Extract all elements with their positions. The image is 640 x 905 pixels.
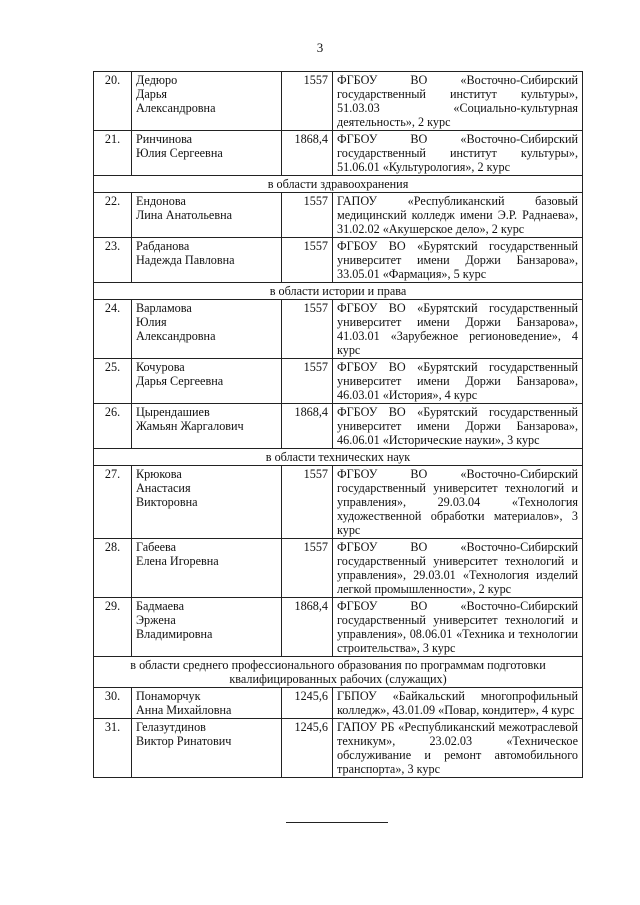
table-row (94, 238, 583, 283)
row-number: 27. (94, 466, 132, 539)
name-line: Эржена (136, 613, 176, 627)
institution-program: ФГБОУ ВО «Восточно-Сибирский государственный университет технологий и управления», 29.03.01 «Технология изделий легкой промышленности», 2 курс (333, 539, 583, 598)
name-line: Анна Михайловна (136, 703, 232, 717)
name-line: Ендонова (136, 194, 186, 208)
name-line: Бадмаева (136, 599, 185, 613)
name-line: Цырендашиев (136, 405, 210, 419)
footer-rule (286, 822, 388, 823)
row-number: 26. (94, 404, 132, 449)
table-row (94, 72, 583, 131)
row-number: 20. (94, 72, 132, 131)
institution-program: ФГБОУ ВО «Восточно-Сибирский государственный университет технологий и управления», 08.06.01 «Техника и технологии строительства», 3 курс (333, 598, 583, 657)
name-line: Дедюро (136, 73, 178, 87)
name-line: Анастасия (136, 481, 191, 495)
row-number: 28. (94, 539, 132, 598)
stipend-amount: 1557 (282, 300, 333, 359)
section-row (94, 283, 583, 300)
institution-program: ФГБОУ ВО «Бурятский государственный университет имени Доржи Банзарова», 33.05.01 «Фармация», 5 курс (333, 238, 583, 283)
table-row (94, 404, 583, 449)
row-number: 30. (94, 688, 132, 719)
section-row (94, 657, 583, 688)
name-line: Габеева (136, 540, 177, 554)
row-number: 25. (94, 359, 132, 404)
stipend-amount: 1557 (282, 359, 333, 404)
section-row (94, 449, 583, 466)
stipend-amount: 1557 (282, 72, 333, 131)
name-line: Дарья Сергеевна (136, 374, 224, 388)
institution-program: ГАПОУ РБ «Республиканский межотраслевой техникум», 23.02.03 «Техническое обслуживание и ремонт автомобильного транспорта», 3 курс (333, 719, 583, 778)
name-line: Рабданова (136, 239, 190, 253)
name-line: Александровна (136, 329, 216, 343)
recipient-name (132, 539, 282, 598)
recipient-name (132, 359, 282, 404)
institution-program: ФГБОУ ВО «Восточно-Сибирский государственный институт культуры», 51.06.01 «Культурология», 2 курс (333, 131, 583, 176)
institution-program: ФГБОУ ВО «Бурятский государственный университет имени Доржи Банзарова», 41.03.01 «Зарубежное регионоведение», 4 курс (333, 300, 583, 359)
recipient-name (132, 688, 282, 719)
name-line: Александровна (136, 101, 216, 115)
stipend-amount: 1868,4 (282, 404, 333, 449)
name-line: Юлия Сергеевна (136, 146, 223, 160)
recipient-name (132, 238, 282, 283)
table-row (94, 300, 583, 359)
table-row (94, 598, 583, 657)
name-line: Дарья (136, 87, 167, 101)
name-line: Гелазутдинов (136, 720, 206, 734)
row-number: 21. (94, 131, 132, 176)
stipend-amount: 1557 (282, 466, 333, 539)
table-row (94, 193, 583, 238)
stipend-amount: 1557 (282, 539, 333, 598)
stipend-amount: 1245,6 (282, 719, 333, 778)
recipient-name (132, 466, 282, 539)
institution-program: ФГБОУ ВО «Восточно-Сибирский государственный университет технологий и управления», 29.03.04 «Технология художественной обработки материалов», 3 курс (333, 466, 583, 539)
institution-program: ФГБОУ ВО «Бурятский государственный университет имени Доржи Банзарова», 46.03.01 «История», 4 курс (333, 359, 583, 404)
recipient-name (132, 72, 282, 131)
stipend-amount: 1868,4 (282, 131, 333, 176)
name-line: Варламова (136, 301, 192, 315)
name-line: Понаморчук (136, 689, 201, 703)
institution-program: ГАПОУ «Республиканский базовый медицинский колледж имени Э.Р. Раднаева», 31.02.02 «Акушерское дело», 2 курс (333, 193, 583, 238)
stipend-amount: 1557 (282, 193, 333, 238)
name-line: Лина Анатольевна (136, 208, 233, 222)
table-row (94, 466, 583, 539)
name-line: Крюкова (136, 467, 182, 481)
recipients-table (93, 71, 583, 778)
recipient-name (132, 131, 282, 176)
recipient-name (132, 719, 282, 778)
page-number: 3 (316, 40, 324, 55)
name-line: Жамьян Жаргалович (136, 419, 244, 433)
name-line: Викторовна (136, 495, 198, 509)
section-title: в области здравоохранения (94, 176, 583, 193)
name-line: Юлия (136, 315, 167, 329)
name-line: Владимировна (136, 627, 213, 641)
institution-program: ГБПОУ «Байкальский многопрофильный колледж», 43.01.09 «Повар, кондитер», 4 курс (333, 688, 583, 719)
stipend-amount: 1245,6 (282, 688, 333, 719)
section-title: в области истории и права (94, 283, 583, 300)
table-row (94, 359, 583, 404)
table-row (94, 719, 583, 778)
section-title: в области среднего профессионального образования по программам подготовки квалифицированных рабочих (служащих) (94, 657, 583, 688)
row-number: 24. (94, 300, 132, 359)
recipient-name (132, 404, 282, 449)
section-title: в области технических наук (94, 449, 583, 466)
section-row (94, 176, 583, 193)
name-line: Елена Игоревна (136, 554, 219, 568)
institution-program: ФГБОУ ВО «Бурятский государственный университет имени Доржи Банзарова», 46.06.01 «Исторические науки», 3 курс (333, 404, 583, 449)
row-number: 23. (94, 238, 132, 283)
stipend-amount: 1868,4 (282, 598, 333, 657)
name-line: Ринчинова (136, 132, 193, 146)
stipend-amount: 1557 (282, 238, 333, 283)
name-line: Кочурова (136, 360, 185, 374)
name-line: Виктор Ринатович (136, 734, 232, 748)
row-number: 31. (94, 719, 132, 778)
name-line: Надежда Павловна (136, 253, 235, 267)
recipient-name (132, 193, 282, 238)
table-row (94, 688, 583, 719)
row-number: 29. (94, 598, 132, 657)
recipient-name (132, 598, 282, 657)
table-row (94, 539, 583, 598)
table-row (94, 131, 583, 176)
row-number: 22. (94, 193, 132, 238)
recipient-name (132, 300, 282, 359)
institution-program: ФГБОУ ВО «Восточно-Сибирский государственный институт культуры», 51.03.03 «Социально-культурная деятельность», 2 курс (333, 72, 583, 131)
recipients-table-body (94, 72, 583, 778)
